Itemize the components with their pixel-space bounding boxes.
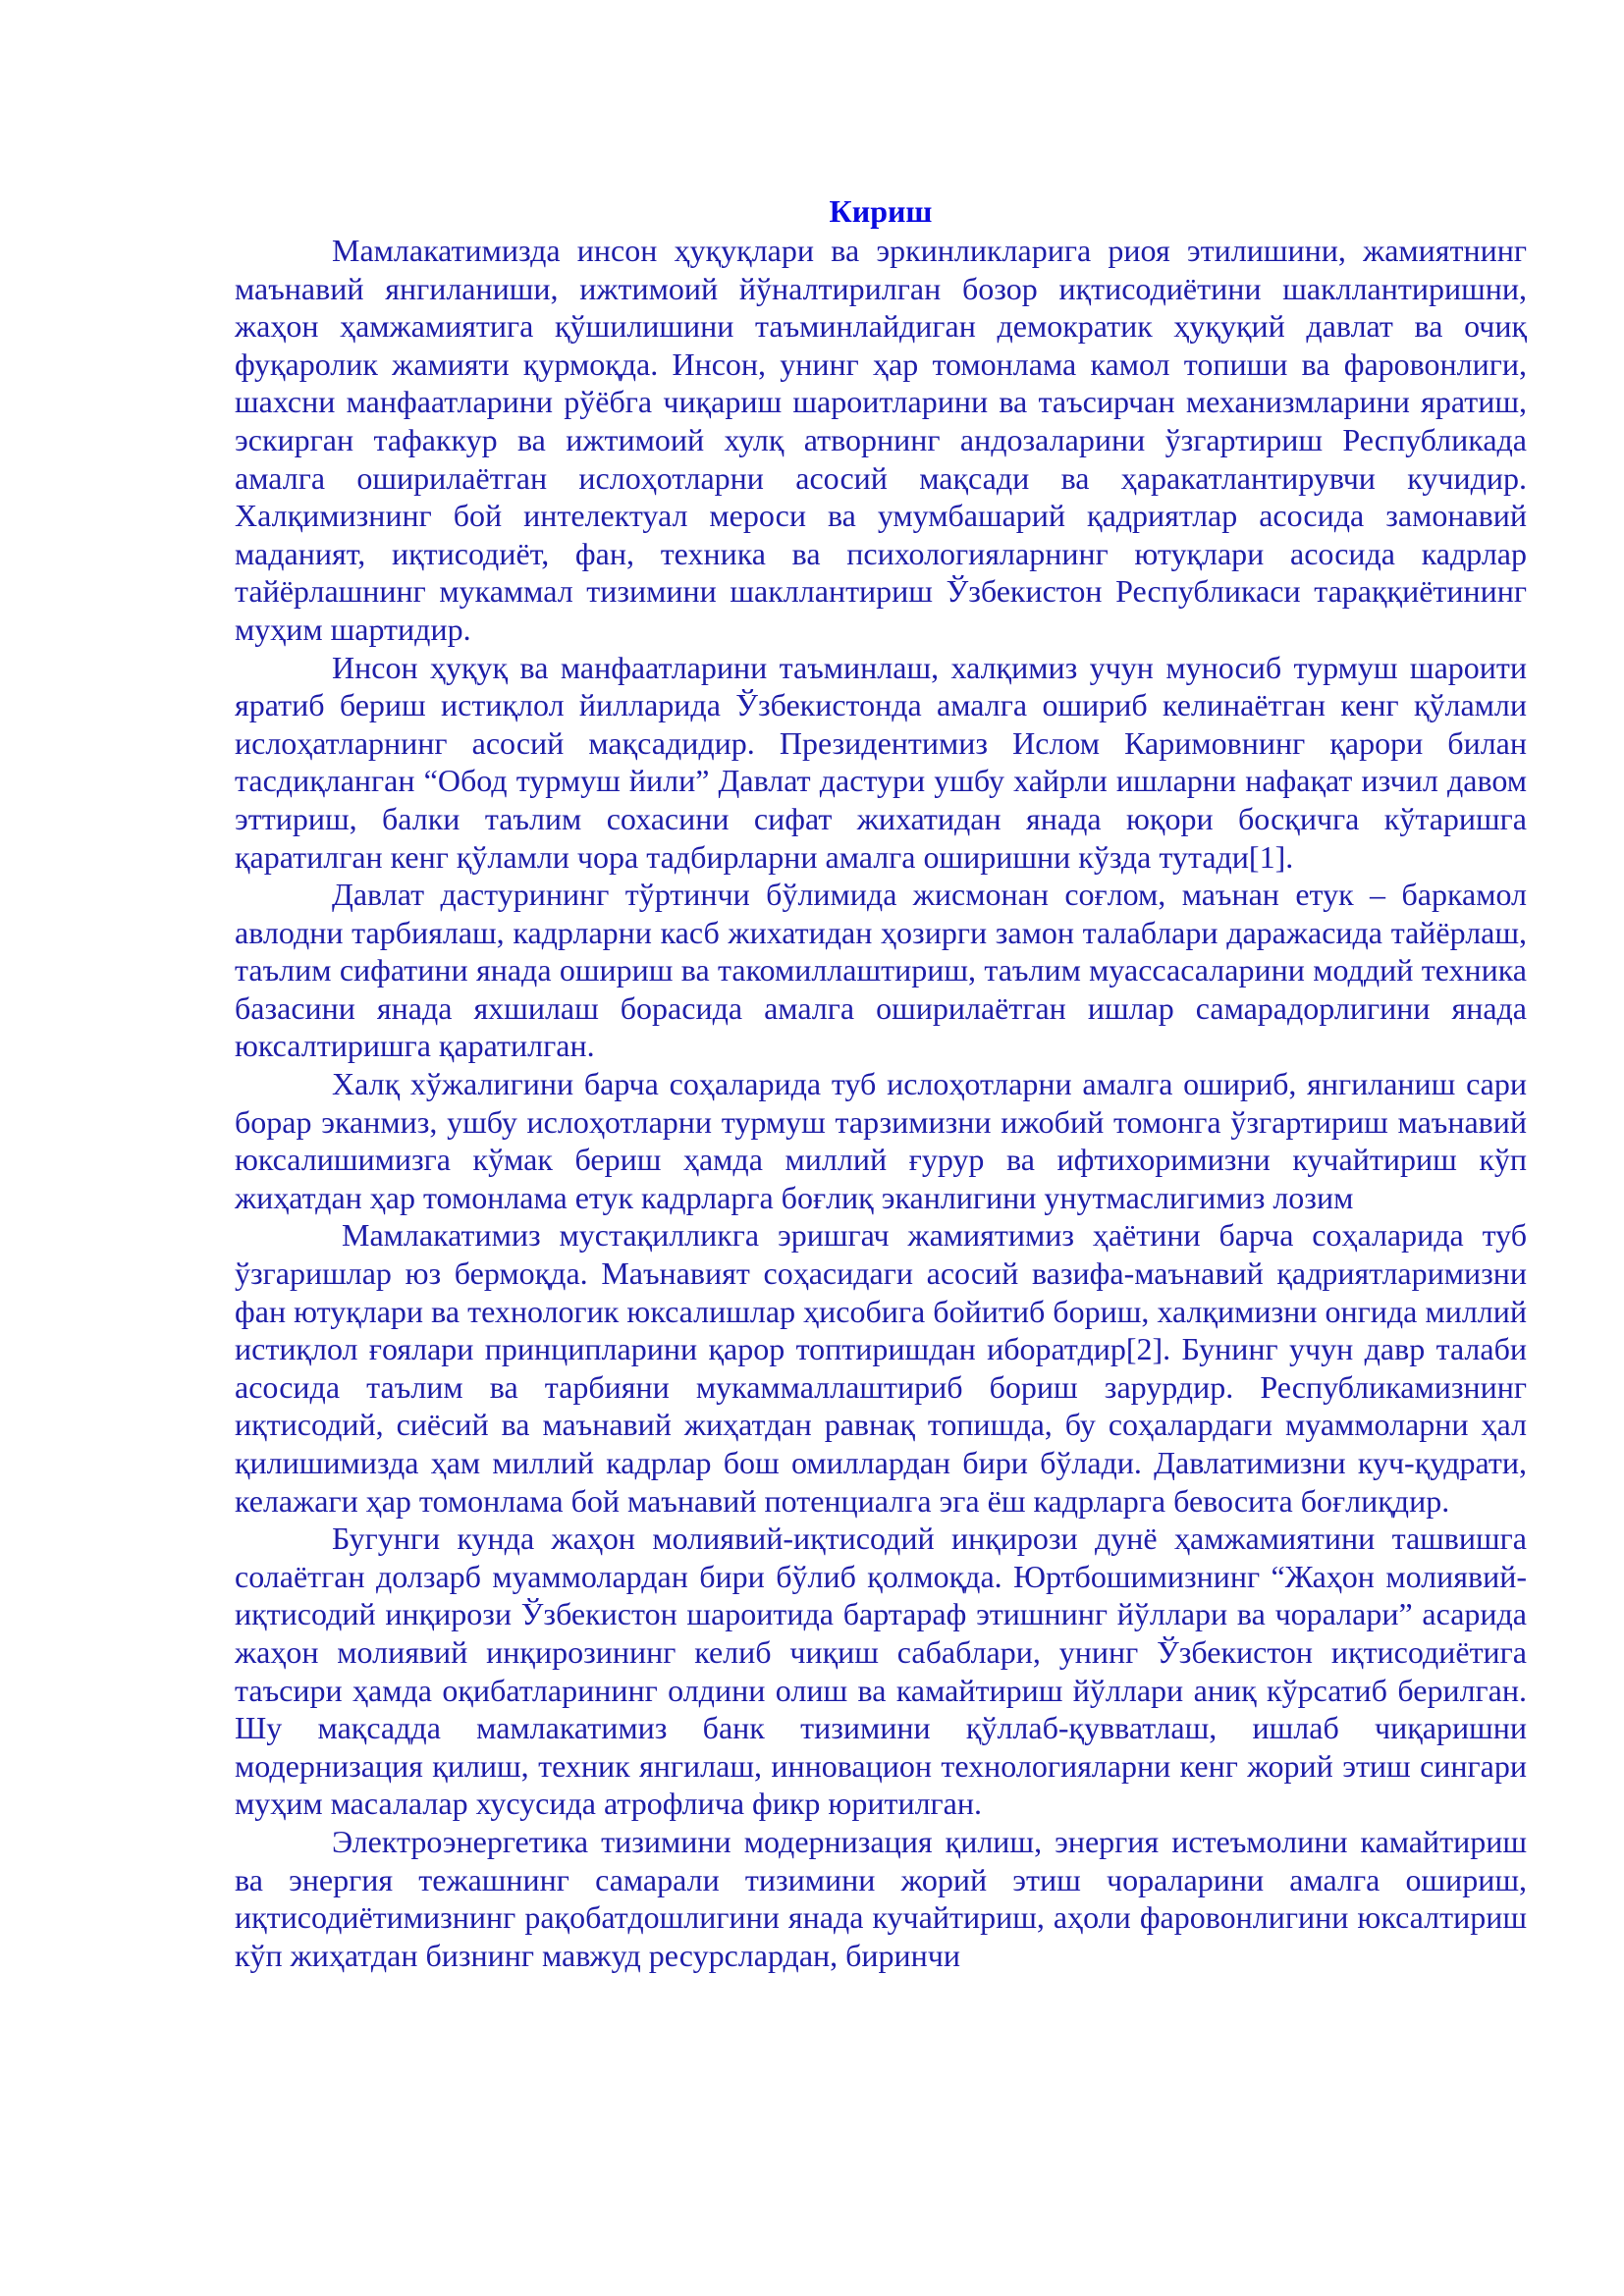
paragraph-4: Халқ хўжалигини барча соҳаларида туб ислоҳотларни амалга ошириб, янгиланиш сари борар эканмиз, ушбу ислоҳотларни турмуш тарзимизни ижобий томонга ўзгартириш маънавий юксалишимизга кўмак бериш ҳамда миллий ғурур ва ифтихоримизни кучайтириш кўп жиҳатдан ҳар томонлама етук кадрларга боғлиқ эканлигини унутмаслигимиз лозим: [235, 1066, 1527, 1215]
paragraph-1: Мамлакатимизда инсон ҳуқуқлари ва эркинликларига риоя этилишини, жамиятнинг маънавий янгиланиши, ижтимоий йўналтирилган бозор иқтисодиётини шакллантиришни, жаҳон ҳамжамиятига қўшилишини таъминлайдиган демократик ҳуқуқий давлат ва очиқ фуқаролик жамияти қурмоқда. Инсон, унинг ҳар томонлама камол топиши ва фаровонлиги, шахсни манфаатларини рўёбга чиқариш шароитларини ва таъсирчан механизмларини яратиш, эскирган тафаккур ва ижтимоий хулқ атворнинг андозаларини ўзгартириш Республикада амалга оширилаётган ислоҳотларни асосий мақсади ва ҳаракатлантирувчи кучидир. Халқимизнинг бой интелектуал мероси ва умумбашарий қадриятлар асосида замонавий маданият, иқтисодиёт, фан, техника ва психологияларнинг ютуқлари асосида кадрлар тайёрлашнинг мукаммал тизимини шакллантириш Ўзбекистон Республикаси тараққиётининг муҳим шартидир.: [235, 233, 1527, 647]
document-title: Кириш: [829, 193, 933, 229]
paragraph-7: Электроэнергетика тизимини модернизация қилиш, энергия истеъмолини камайтириш ва энергия тежашнинг самарали тизимини жорий этиш чораларини амалга ошириш, иқтисодиётимизнинг рақобатдошлигини янада кучайтириш, аҳоли фаровонлигини юксалтириш кўп жиҳатдан бизнинг мавжуд ресурслардан, биринчи: [235, 1823, 1527, 1973]
paragraph-5: Мамлакатимиз мустақилликга эришгач жамиятимиз ҳаётини барча соҳаларида туб ўзгаришлар юз бермоқда. Маънавият соҳасидаги асосий вазифа-маънавий қадриятларимизни фан ютуқлари ва технологик юксалишлар ҳисобига бойитиб бориш, халқимизни онгида миллий истиқлол ғоялари принципларини қарор топтиришдан иборатдир[2]. Бунинг учун давр талаби асосида таълим ва тарбияни мукаммаллаштириб бориш зарурдир. Республикамизнинг иқтисодий, сиёсий ва маънавий жиҳатдан равнақ топишда, бу соҳалардаги муаммоларни ҳал қилишимизда ҳам миллий кадрлар бош омиллардан бири бўлади. Давлатимизни куч-қудрати, келажаги ҳар томонлама бой маънавий потенциалга эга ёш кадрларга бевосита боғлиқдир.: [235, 1217, 1527, 1519]
paragraph-3: Давлат дастурининг тўртинчи бўлимида жисмонан соғлом, маънан етук – баркамол авлодни тарбиялаш, кадрларни касб жихатидан ҳозирги замон талаблари даражасида тайёрлаш, таълим сифатини янада ошириш ва такомиллаштириш, таълим муассасаларини моддий техника базасини янада яхшилаш борасида амалга оширилаётган ишлар самарадорлигини янада юксалтиришга қаратилган.: [235, 877, 1527, 1064]
paragraph-6: Бугунги кунда жаҳон молиявий-иқтисодий инқирози дунё ҳамжамиятини ташвишга солаётган долзарб муаммолардан бири бўлиб қолмоқда. Юртбошимизнинг “Жаҳон молиявий-иқтисодий инқирози Ўзбекистон шароитида бартараф этишнинг йўллари ва чоралари” асарида жаҳон молиявий инқирозининг келиб чиқиш сабаблари, унинг Ўзбекистон иқтисодиётига таъсири ҳамда оқибатларининг олдини олиш ва камайтириш йўллари аниқ кўрсатиб берилган. Шу мақсадда мамлакатимиз банк тизимини қўллаб-қувватлаш, ишлаб чиқаришни модернизация қилиш, техник янгилаш, инновацион технологияларни кенг жорий этиш сингари муҳим масалалар хусусида атрофлича фикр юритилган.: [235, 1521, 1527, 1822]
paragraph-2: Инсон ҳуқуқ ва манфаатларини таъминлаш, халқимиз учун муносиб турмуш шароити яратиб бериш истиқлол йилларида Ўзбекистонда амалга ошириб келинаётган кенг қўламли ислоҳатларнинг асосий мақсадидир. Президентимиз Ислом Каримовнинг қарори билан тасдиқланган “Обод турмуш йили” Давлат дастури ушбу хайрли ишларни нафақат изчил давом эттириш, балки таълим сохасини сифат жихатидан янада юқори босқичга кўтаришга қаратилган кенг қўламли чора тадбирларни амалга оширишни кўзда тутади[1].: [235, 649, 1527, 875]
document-page: [235, 192, 1527, 1974]
